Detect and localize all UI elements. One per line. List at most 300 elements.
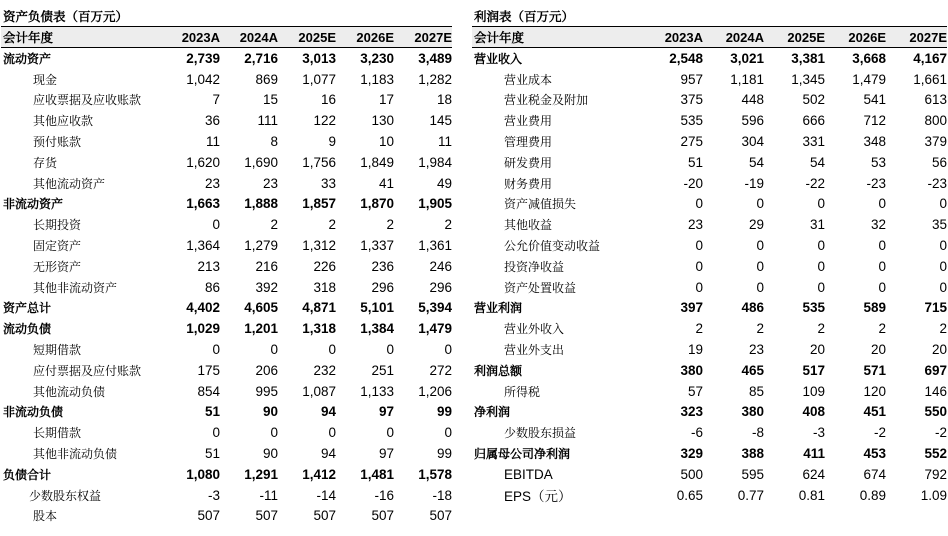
cell-value: -20	[683, 175, 703, 191]
table-row	[472, 48, 947, 69]
cell-value: 411	[803, 446, 825, 462]
balance-sheet-header-row	[1, 27, 452, 48]
cell-value: 236	[371, 258, 394, 274]
cell-value: 0	[756, 196, 764, 212]
cell-value: 2,548	[669, 50, 703, 66]
cell-value: 1,620	[186, 154, 220, 170]
table-row	[1, 318, 452, 339]
table-row	[472, 360, 947, 381]
row-label: 财务费用	[504, 176, 553, 191]
cell-value: 1,756	[302, 154, 336, 170]
cell-value: -2	[873, 425, 886, 441]
cell-value: 1,282	[418, 71, 452, 87]
cell-value: 666	[802, 113, 825, 129]
cell-value: 19	[687, 342, 703, 358]
row-label: 负债合计	[3, 467, 52, 482]
cell-value: 90	[262, 446, 278, 462]
cell-value: 11	[437, 134, 452, 150]
cell-value: 56	[931, 154, 947, 170]
cell-value: 0	[756, 258, 764, 274]
row-label: 资产处置收益	[504, 280, 577, 295]
cell-value: 15	[262, 92, 278, 108]
table-row	[472, 485, 947, 506]
row-label: 其他非流动负债	[33, 447, 118, 462]
cell-value: 1,201	[244, 321, 278, 337]
cell-value: 0.89	[859, 487, 886, 503]
row-label: 其他非流动资产	[33, 280, 118, 295]
cell-value: 7	[212, 92, 220, 108]
cell-value: 595	[741, 466, 764, 482]
cell-value: 3,021	[730, 50, 764, 66]
cell-value: 1,318	[302, 321, 336, 337]
header-year: 2027E	[909, 29, 947, 45]
cell-value: 1,087	[302, 383, 336, 399]
cell-value: 323	[680, 404, 703, 420]
cell-value: 29	[748, 217, 764, 233]
cell-value: 272	[429, 362, 452, 378]
cell-value: 90	[262, 404, 278, 420]
cell-value: 23	[687, 217, 703, 233]
cell-value: 0	[817, 196, 825, 212]
cell-value: 20	[931, 342, 947, 358]
cell-value: 2,716	[244, 50, 278, 66]
balance-sheet-title: 资产负债表（百万元）	[1, 6, 452, 27]
table-row	[1, 381, 452, 402]
table-row	[472, 110, 947, 131]
cell-value: 0	[270, 342, 278, 358]
row-label: EBITDA	[504, 466, 553, 482]
cell-value: 3,013	[302, 50, 336, 66]
cell-value: 122	[313, 113, 336, 129]
cell-value: 0	[878, 196, 886, 212]
cell-value: 296	[371, 279, 394, 295]
header-year: 2027E	[414, 29, 452, 45]
cell-value: 145	[429, 113, 452, 129]
cell-value: 51	[204, 404, 220, 420]
cell-value: 697	[924, 362, 947, 378]
cell-value: 1,291	[244, 466, 278, 482]
cell-value: 41	[378, 175, 394, 191]
cell-value: 507	[255, 508, 278, 524]
cell-value: 0	[695, 238, 703, 254]
table-row	[1, 173, 452, 194]
cell-value: 86	[204, 279, 220, 295]
cell-value: 375	[680, 92, 703, 108]
cell-value: 94	[320, 404, 336, 420]
cell-value: 507	[197, 508, 220, 524]
header-label: 会计年度	[474, 30, 525, 45]
cell-value: 0	[695, 196, 703, 212]
cell-value: 0	[212, 342, 220, 358]
cell-value: 550	[924, 404, 947, 420]
cell-value: 11	[205, 134, 220, 150]
cell-value: 0	[212, 217, 220, 233]
table-row	[472, 194, 947, 215]
income-statement-header-row	[472, 27, 947, 48]
income-statement-table	[472, 6, 947, 506]
row-label: 营业利润	[474, 301, 523, 316]
row-label: 存货	[33, 155, 58, 170]
cell-value: -2	[934, 425, 947, 441]
cell-value: -18	[432, 487, 452, 503]
cell-value: 4,402	[186, 300, 220, 316]
cell-value: 2	[878, 321, 886, 337]
cell-value: 17	[378, 92, 394, 108]
cell-value: 408	[802, 404, 825, 420]
cell-value: 392	[255, 279, 278, 295]
cell-value: 1,578	[418, 466, 452, 482]
balance-sheet-table	[1, 6, 452, 526]
cell-value: 33	[320, 175, 336, 191]
cell-value: 957	[680, 71, 703, 87]
cell-value: 1,870	[360, 196, 394, 212]
cell-value: 792	[924, 466, 947, 482]
row-label: 固定资产	[33, 239, 82, 254]
header-year: 2026E	[356, 29, 394, 45]
row-label: 非流动负债	[3, 405, 64, 420]
row-label: 利润总额	[474, 363, 523, 378]
cell-value: 0	[939, 279, 947, 295]
cell-value: 715	[924, 300, 947, 316]
cell-value: 246	[429, 258, 452, 274]
cell-value: 1,337	[360, 238, 394, 254]
cell-value: 226	[313, 258, 336, 274]
row-label: 现金	[33, 72, 58, 87]
cell-value: 0	[328, 425, 336, 441]
cell-value: 216	[255, 258, 278, 274]
table-row	[1, 110, 452, 131]
cell-value: 2	[328, 217, 336, 233]
cell-value: 1,029	[186, 321, 220, 337]
cell-value: 130	[371, 113, 394, 129]
cell-value: 16	[320, 92, 336, 108]
cell-value: 146	[924, 383, 947, 399]
header-year: 2024A	[725, 29, 764, 45]
cell-value: -23	[866, 175, 886, 191]
cell-value: 995	[255, 383, 278, 399]
income-statement-body	[472, 48, 947, 506]
cell-value: 85	[748, 383, 764, 399]
row-label: 少数股东损益	[504, 426, 577, 441]
cell-value: 0	[386, 425, 394, 441]
cell-value: 0	[817, 238, 825, 254]
cell-value: 213	[197, 258, 220, 274]
cell-value: 3,381	[791, 50, 825, 66]
table-row	[472, 90, 947, 111]
row-label: 长期借款	[33, 426, 82, 441]
cell-value: 1,481	[360, 466, 394, 482]
cell-value: 331	[802, 134, 825, 150]
table-row	[1, 256, 452, 277]
cell-value: 869	[255, 71, 278, 87]
cell-value: 0	[695, 279, 703, 295]
cell-value: 4,871	[302, 300, 336, 316]
cell-value: 23	[262, 175, 278, 191]
cell-value: 0	[878, 258, 886, 274]
header-year: 2026E	[848, 29, 886, 45]
cell-value: 1,080	[186, 466, 220, 482]
cell-value: -3	[207, 487, 220, 503]
row-label: 其他收益	[504, 218, 553, 233]
cell-value: 486	[741, 300, 764, 316]
cell-value: 1,888	[244, 196, 278, 212]
cell-value: 2	[695, 321, 703, 337]
row-label: 营业成本	[504, 72, 553, 87]
cell-value: 571	[863, 362, 886, 378]
table-row	[472, 69, 947, 90]
cell-value: 380	[741, 404, 764, 420]
cell-value: 18	[436, 92, 452, 108]
cell-value: 10	[378, 134, 394, 150]
cell-value: 1,077	[302, 71, 336, 87]
cell-value: 8	[270, 134, 278, 150]
row-label: EPS（元）	[504, 489, 572, 505]
row-label: 公允价值变动收益	[504, 239, 601, 254]
cell-value: 54	[809, 154, 825, 170]
row-label: 其他应收款	[33, 114, 94, 129]
cell-value: 3,668	[852, 50, 886, 66]
cell-value: 448	[741, 92, 764, 108]
cell-value: 397	[680, 300, 703, 316]
row-label: 资产总计	[3, 301, 52, 316]
cell-value: 517	[802, 362, 825, 378]
cell-value: 507	[313, 508, 336, 524]
row-label: 所得税	[504, 384, 541, 399]
cell-value: 1,661	[913, 71, 947, 87]
row-label: 流动资产	[3, 51, 52, 66]
cell-value: 1,849	[360, 154, 394, 170]
table-row	[472, 381, 947, 402]
table-row	[1, 131, 452, 152]
table-row	[472, 422, 947, 443]
cell-value: 1,663	[186, 196, 220, 212]
cell-value: 507	[371, 508, 394, 524]
row-label: 其他流动负债	[33, 384, 106, 399]
table-row	[472, 256, 947, 277]
header-year: 2025E	[787, 29, 825, 45]
cell-value: 379	[924, 134, 947, 150]
cell-value: 1,133	[360, 383, 394, 399]
cell-value: 613	[924, 92, 947, 108]
table-row	[1, 235, 452, 256]
row-label: 研发费用	[504, 155, 553, 170]
cell-value: 175	[197, 362, 220, 378]
cell-value: 535	[680, 113, 703, 129]
table-row	[472, 214, 947, 235]
row-label: 资产减值损失	[504, 197, 577, 212]
cell-value: -16	[374, 487, 394, 503]
cell-value: 2	[444, 217, 452, 233]
cell-value: 1,384	[360, 321, 394, 337]
cell-value: 1,206	[418, 383, 452, 399]
cell-value: 1,042	[186, 71, 220, 87]
cell-value: 0	[939, 196, 947, 212]
cell-value: 0	[817, 279, 825, 295]
table-row	[1, 48, 452, 69]
cell-value: 535	[802, 300, 825, 316]
cell-value: 120	[863, 383, 886, 399]
cell-value: 1,279	[244, 238, 278, 254]
cell-value: 2	[756, 321, 764, 337]
row-label: 股本	[33, 509, 58, 524]
cell-value: 596	[741, 113, 764, 129]
row-label: 营业外收入	[504, 322, 565, 337]
cell-value: 1,905	[418, 196, 452, 212]
cell-value: 329	[680, 446, 703, 462]
cell-value: 109	[802, 383, 825, 399]
cell-value: 552	[924, 446, 947, 462]
cell-value: 0	[444, 342, 452, 358]
cell-value: 1,312	[302, 238, 336, 254]
cell-value: 3,489	[418, 50, 452, 66]
table-row	[472, 402, 947, 423]
cell-value: 1,479	[418, 321, 452, 337]
table-row	[1, 443, 452, 464]
cell-value: 20	[809, 342, 825, 358]
cell-value: 1,412	[302, 466, 336, 482]
balance-sheet-body	[1, 48, 452, 526]
cell-value: 232	[313, 362, 336, 378]
row-label: 营业收入	[474, 51, 523, 66]
table-row	[1, 464, 452, 485]
cell-value: 1,345	[791, 71, 825, 87]
cell-value: 712	[863, 113, 886, 129]
table-row	[1, 402, 452, 423]
row-label: 流动负债	[3, 322, 52, 337]
table-row	[1, 422, 452, 443]
cell-value: 2	[817, 321, 825, 337]
cell-value: 589	[863, 300, 886, 316]
table-row	[472, 152, 947, 173]
cell-value: 32	[870, 217, 886, 233]
row-label: 净利润	[474, 405, 511, 420]
cell-value: 388	[741, 446, 764, 462]
row-label: 投资净收益	[504, 259, 565, 274]
cell-value: 53	[870, 154, 886, 170]
table-row	[1, 277, 452, 298]
row-label: 应收票据及应收账款	[33, 93, 142, 108]
table-row	[472, 298, 947, 319]
row-label: 无形资产	[33, 259, 82, 274]
cell-value: -8	[751, 425, 764, 441]
cell-value: 453	[863, 446, 886, 462]
table-row	[472, 235, 947, 256]
cell-value: 624	[802, 466, 825, 482]
row-label: 营业外支出	[504, 343, 565, 358]
cell-value: 23	[748, 342, 764, 358]
cell-value: 251	[371, 362, 394, 378]
table-row	[472, 131, 947, 152]
row-label: 归属母公司净利润	[474, 447, 571, 462]
cell-value: 296	[429, 279, 452, 295]
cell-value: -6	[690, 425, 703, 441]
row-label: 少数股东权益	[29, 488, 102, 503]
income-statement-title: 利润表（百万元）	[472, 6, 947, 27]
table-row	[472, 173, 947, 194]
table-row	[1, 485, 452, 506]
cell-value: 23	[204, 175, 220, 191]
cell-value: 51	[687, 154, 703, 170]
cell-value: 0	[695, 258, 703, 274]
cell-value: 674	[863, 466, 886, 482]
cell-value: 0	[212, 425, 220, 441]
row-label: 应付票据及应付账款	[33, 363, 142, 378]
cell-value: 1,181	[730, 71, 764, 87]
table-row	[472, 339, 947, 360]
cell-value: 51	[204, 446, 220, 462]
cell-value: -14	[316, 487, 336, 503]
cell-value: 0	[878, 238, 886, 254]
cell-value: 380	[680, 362, 703, 378]
cell-value: 206	[255, 362, 278, 378]
cell-value: 0	[756, 238, 764, 254]
cell-value: 0	[878, 279, 886, 295]
table-row	[1, 506, 452, 527]
cell-value: 318	[313, 279, 336, 295]
row-label: 管理费用	[504, 135, 553, 150]
cell-value: 0.65	[676, 487, 703, 503]
cell-value: -3	[812, 425, 825, 441]
cell-value: 3,230	[360, 50, 394, 66]
cell-value: 1,183	[360, 71, 394, 87]
cell-value: -19	[744, 175, 764, 191]
cell-value: 111	[257, 113, 278, 129]
cell-value: 800	[924, 113, 947, 129]
row-label: 营业费用	[504, 114, 553, 129]
cell-value: 0	[328, 342, 336, 358]
cell-value: 541	[863, 92, 886, 108]
cell-value: 507	[429, 508, 452, 524]
table-row	[472, 277, 947, 298]
cell-value: 97	[378, 446, 394, 462]
cell-value: 0	[817, 258, 825, 274]
cell-value: 275	[680, 134, 703, 150]
cell-value: 0	[270, 425, 278, 441]
table-row	[472, 318, 947, 339]
header-year: 2023A	[664, 29, 703, 45]
header-year: 2023A	[181, 29, 220, 45]
cell-value: 1,857	[302, 196, 336, 212]
cell-value: 1,690	[244, 154, 278, 170]
cell-value: 0	[756, 279, 764, 295]
cell-value: 99	[436, 404, 452, 420]
cell-value: 2,739	[186, 50, 220, 66]
table-row	[472, 464, 947, 485]
table-row	[1, 339, 452, 360]
cell-value: 854	[197, 383, 220, 399]
cell-value: 5,394	[418, 300, 452, 316]
cell-value: 0	[939, 238, 947, 254]
header-year: 2025E	[298, 29, 336, 45]
cell-value: -22	[805, 175, 825, 191]
table-row	[1, 152, 452, 173]
table-row	[1, 360, 452, 381]
cell-value: -23	[927, 175, 947, 191]
row-label: 其他流动资产	[33, 176, 106, 191]
cell-value: 0	[444, 425, 452, 441]
cell-value: 9	[328, 134, 336, 150]
cell-value: 2	[270, 217, 278, 233]
cell-value: 500	[680, 466, 703, 482]
row-label: 非流动资产	[3, 197, 64, 212]
cell-value: 5,101	[360, 300, 394, 316]
cell-value: 1,364	[186, 238, 220, 254]
cell-value: 36	[204, 113, 220, 129]
cell-value: 0.81	[798, 487, 825, 503]
row-label: 长期投资	[33, 218, 82, 233]
cell-value: 348	[863, 134, 886, 150]
cell-value: 304	[741, 134, 764, 150]
